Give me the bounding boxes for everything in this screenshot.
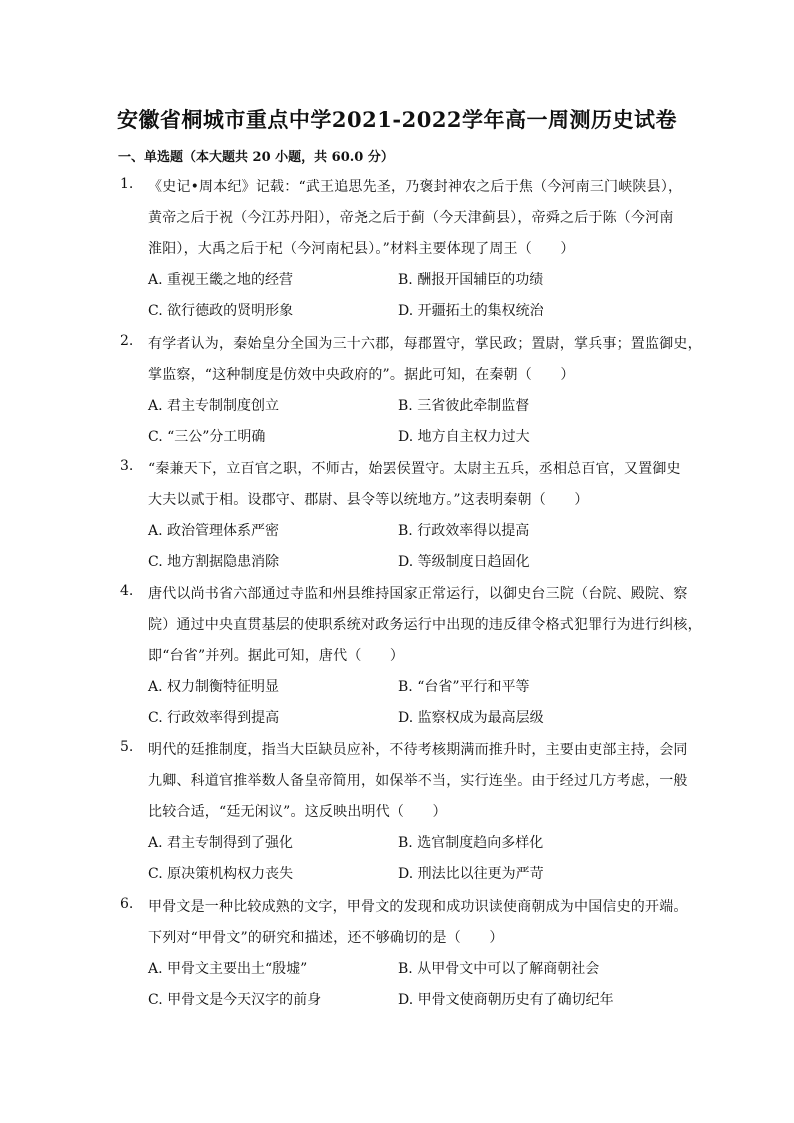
option-d: D. 地方自主权力过大 [398, 429, 530, 445]
question-number: 4. [120, 583, 134, 599]
option-c: C. 行政效率得到提高 [148, 710, 280, 726]
option-a: A. 君主专制制度创立 [148, 398, 280, 414]
question-text-line: 《史记•周本纪》记载：“武王追思先圣，乃褒封神农之后于焦（今河南三门峡陕县）， [148, 179, 683, 195]
option-c: C. “三公”分工明确 [148, 429, 266, 445]
question-text-line: 比较合适，“廷无闲议”。这反映出明代（ ） [148, 804, 447, 820]
option-d: D. 刑法比以往更为严苛 [398, 866, 544, 882]
question-text-line: “秦兼天下，立百官之职，不师古，始罢侯置守。太尉主五兵，丞相总百官，又置御史 [148, 461, 681, 477]
question-text-line: 大夫以贰于相。设郡守、郡尉、县令等以统地方。”这表明秦朝（ ） [148, 492, 589, 508]
option-b: B. 三省彼此牵制监督 [398, 398, 530, 414]
option-c: C. 原决策机构权力丧失 [148, 866, 294, 882]
question-text-line: 即“台省”并列。据此可知，唐代（ ） [148, 648, 405, 664]
question-number: 3. [120, 458, 134, 474]
option-a: A. 甲骨文主要出土“殷墟” [148, 961, 308, 977]
question-number: 6. [120, 896, 134, 912]
option-b: B. 从甲骨文中可以了解商朝社会 [398, 961, 600, 977]
option-a: A. 重视王畿之地的经营 [148, 272, 294, 288]
question-text-line: 院）通过中央直贯基层的使职系统对政务运行中出现的违反律令格式犯罪行为进行纠核， [148, 617, 702, 633]
question-text-line: 甲骨文是一种比较成熟的文字，甲骨文的发现和成功识读使商朝成为中国信史的开端。 [148, 899, 688, 915]
option-b: B. 选官制度趋向多样化 [398, 835, 544, 851]
question-text-line: 有学者认为，秦始皇分全国为三十六郡，每郡置守，掌民政；置尉，掌兵事；置监御史， [148, 336, 702, 352]
question-text-line: 明代的廷推制度，指当大臣缺员应补，不待考核期满而推升时，主要由吏部主持，会同 [148, 742, 688, 758]
option-c: C. 甲骨文是今天汉字的前身 [148, 992, 322, 1008]
question-number: 5. [120, 739, 134, 755]
option-c: C. 欲行德政的贤明形象 [148, 303, 294, 319]
option-d: D. 监察权成为最高层级 [398, 710, 544, 726]
option-d: D. 等级制度日趋固化 [398, 554, 530, 570]
question-number: 2. [120, 333, 134, 349]
option-d: D. 开疆拓土的集权统治 [398, 303, 544, 319]
question-text-line: 黄帝之后于祝（今江苏丹阳），帝尧之后于蓟（今天津蓟县），帝舜之后于陈（今河南 [148, 210, 674, 226]
question-text-line: 下列对“甲骨文”的研究和描述，还不够确切的是（ ） [148, 930, 504, 946]
option-d: D. 甲骨文使商朝历史有了确切纪年 [398, 992, 614, 1008]
option-b: B. 行政效率得以提高 [398, 523, 530, 539]
section-heading: 一、单选题（本大题共 20 小题，共 60.0 分） [118, 150, 394, 165]
question-text-line: 淮阳），大禹之后于杞（今河南杞县）。”材料主要体现了周王（ ） [148, 241, 575, 257]
option-a: A. 权力制衡特征明显 [148, 679, 280, 695]
question-text-line: 九卿、科道官推举数人备皇帝简用，如保举不当，实行连坐。由于经过几方考虑，一般 [148, 773, 688, 789]
option-b: B. “台省”平行和平等 [398, 679, 530, 695]
option-a: A. 政治管理体系严密 [148, 523, 280, 539]
exam-title: 安徽省桐城市重点中学2021-2022学年高一周测历史试卷 [116, 107, 678, 132]
question-text-line: 掌监察，“这种制度是仿效中央政府的”。据此可知，在秦朝（ ） [148, 367, 575, 383]
option-a: A. 君主专制得到了强化 [148, 835, 294, 851]
question-text-line: 唐代以尚书省六部通过寺监和州县维持国家正常运行，以御史台三院（台院、殿院、察 [148, 586, 688, 602]
option-c: C. 地方割据隐患消除 [148, 554, 280, 570]
option-b: B. 酬报开国辅臣的功绩 [398, 272, 544, 288]
question-number: 1. [120, 176, 134, 192]
